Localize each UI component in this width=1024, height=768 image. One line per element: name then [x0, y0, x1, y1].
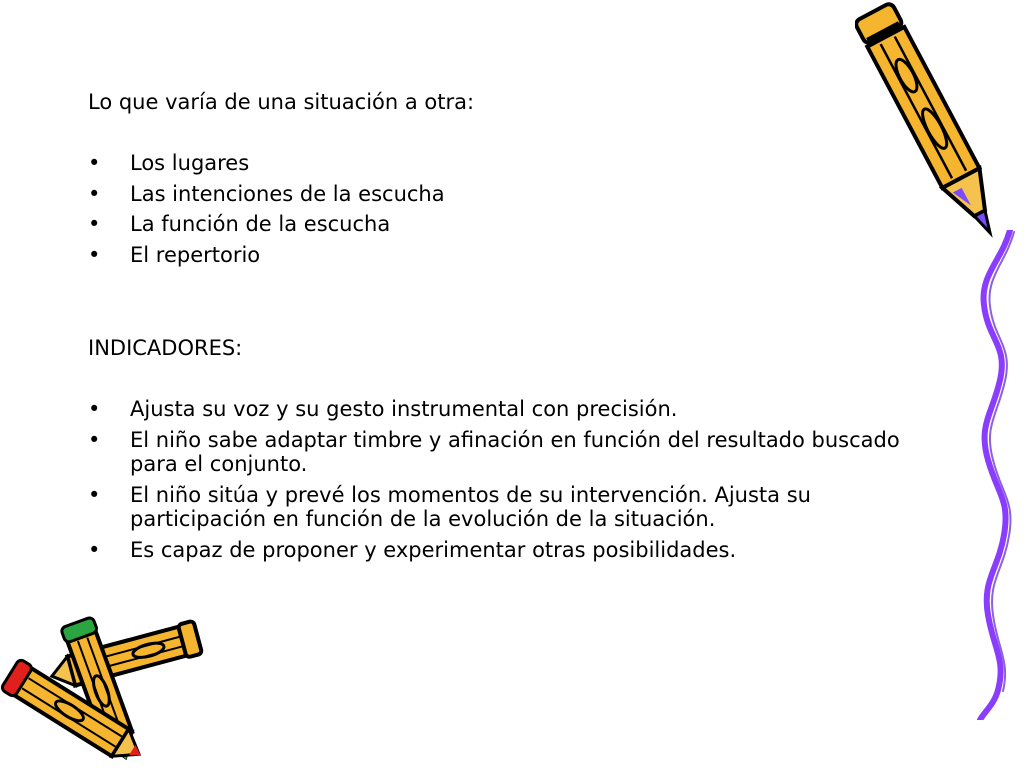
list-item-text: El repertorio — [130, 243, 261, 267]
list-item-text: El niño sabe adaptar timbre y afinación en función del resultado buscado para el conjunto. — [130, 428, 900, 476]
list-item-text: Ajusta su voz y su gesto instrumental con precisión. — [130, 397, 678, 421]
list-item-text: Los lugares — [130, 151, 250, 175]
bullet: • — [88, 243, 101, 267]
bullet: • — [88, 428, 101, 452]
wavy-line-icon — [970, 230, 1020, 720]
bullet: • — [88, 212, 101, 236]
bullet: • — [88, 483, 101, 507]
list-item-text: La función de la escucha — [130, 212, 391, 236]
pencil-icon — [855, 0, 1005, 245]
bullet: • — [88, 151, 101, 175]
bullet: • — [88, 538, 101, 562]
list-item-text: El niño sitúa y prevé los momentos de su intervención. Ajusta su participación en función de la evolución de la situación. — [130, 483, 811, 531]
bullet: • — [88, 182, 101, 206]
bullet: • — [88, 397, 101, 421]
crossed-pencils-icon — [0, 615, 205, 765]
intro-heading: Lo que varía de una situación a otra: — [88, 90, 475, 114]
indicators-heading: INDICADORES: — [88, 336, 243, 360]
list-item-text: Es capaz de proponer y experimentar otras posibilidades. — [130, 538, 737, 562]
list-item-text: Las intenciones de la escucha — [130, 182, 445, 206]
